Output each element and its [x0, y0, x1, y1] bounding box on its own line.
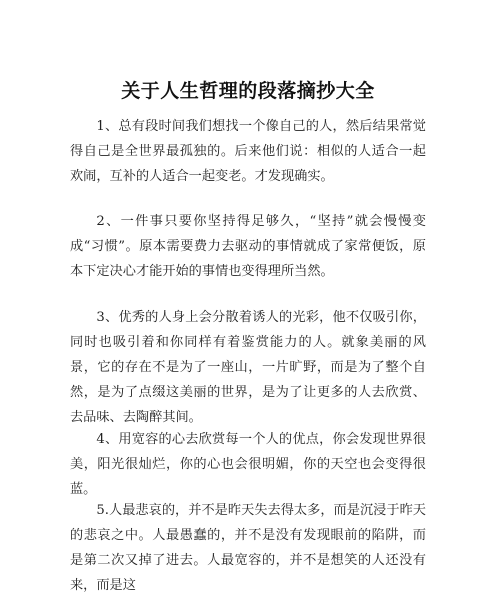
paragraph-5: 5.人最悲哀的，并不是昨天失去得太多，而是沉浸于昨天的悲哀之中。人最愚蠢的，并不是没有发现眼前的陷阱，而是第二次又掉了进去。人最宽容的，并不是想笑的人还没有来，而是这	[70, 503, 426, 593]
paragraph-4: 4、用宽容的心去欣赏每一个人的优点，你会发现世界很美，阳光很灿烂，你的心也会很明媚，你的天空也会变得很蓝。	[70, 432, 426, 497]
document-title: 关于人生哲理的段落摘抄大全	[121, 80, 375, 102]
paragraph-1: 1、总有段时间我们想找一个像自己的人，然后结果常觉得自己是全世界最孤独的。后来他们说：相似的人适合一起欢闹，互补的人适合一起变老。才发现确实。	[70, 119, 426, 184]
paragraph-2: 2、一件事只要你坚持得足够久，“坚持”就会慢慢变成“习惯”。原本需要费力去驱动的事情就成了家常便饭，原本下定决心才能开始的事情也变得理所当然。	[70, 214, 426, 279]
paragraph-3: 3、优秀的人身上会分散着诱人的光彩，他不仅吸引你，同时也吸引着和你同样有着鉴赏能力的人。就象美丽的风景，它的存在不是为了一座山，一片旷野，而是为了整个自然，是为了点缀这美丽的世界，是为了让更多的人去欣赏、去品味、去陶醉其间。	[70, 310, 426, 425]
